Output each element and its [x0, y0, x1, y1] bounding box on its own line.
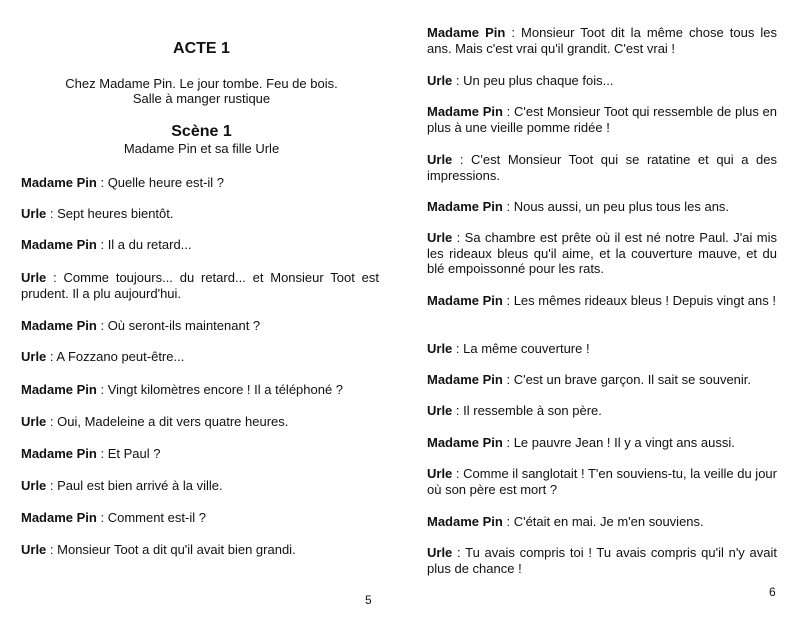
speaker-name: Madame Pin: [427, 435, 503, 450]
dialogue-line: [21, 237, 379, 253]
dialogue-line: [21, 510, 379, 526]
dialogue-text: : Et Paul ?: [96, 446, 161, 461]
dialogue-text: : Nous aussi, un peu plus tous les ans.: [502, 199, 730, 214]
right-page: [403, 0, 806, 623]
dialogue-line: [427, 466, 777, 497]
speaker-name: Madame Pin: [21, 510, 97, 525]
dialogue-line: [21, 382, 379, 398]
dialogue-line: [427, 435, 777, 451]
speaker-name: Urle: [427, 545, 453, 560]
scene-title: Scène 1: [171, 123, 232, 140]
speaker-name: Urle: [427, 73, 453, 88]
speaker-name: Madame Pin: [21, 175, 97, 190]
dialogue-text: : Quelle heure est-il ?: [96, 175, 225, 190]
dialogue-line: [21, 414, 379, 430]
scene-characters: Madame Pin et sa fille Urle: [123, 141, 280, 156]
dialogue-text: : Paul est bien arrivé à la ville.: [46, 478, 223, 493]
speaker-name: Madame Pin: [21, 237, 97, 252]
speaker-name: Urle: [21, 206, 47, 221]
dialogue-text: : Les mêmes rideaux bleus ! Depuis vingt ans !: [502, 293, 776, 308]
dialogue-text: : C'est Monsieur Toot qui se ratatine et qui a des impressions.: [427, 152, 777, 183]
dialogue-line: [427, 230, 777, 277]
speaker-name: Urle: [427, 230, 453, 245]
dialogue-text: : C'est un brave garçon. Il sait se souvenir.: [502, 372, 752, 387]
speaker-name: Madame Pin: [21, 382, 97, 397]
dialogue-text: : Monsieur Toot a dit qu'il avait bien grandi.: [46, 542, 296, 557]
dialogue-line: [21, 270, 379, 301]
dialogue-line: [427, 104, 777, 135]
setting-line: Salle à manger rustique: [132, 91, 271, 106]
dialogue-line: [427, 372, 777, 388]
dialogue-line: [427, 293, 777, 309]
speaker-name: Madame Pin: [21, 446, 97, 461]
dialogue-line: [427, 545, 777, 576]
dialogue-line: [427, 514, 777, 530]
dialogue-text: : C'était en mai. Je m'en souviens.: [502, 514, 704, 529]
dialogue-text: : Comme toujours... du retard... et Monsieur Toot est prudent. Il a plu aujourd'hui.: [21, 270, 379, 301]
dialogue-line: [427, 199, 777, 215]
speaker-name: Urle: [21, 414, 47, 429]
page-number: 6: [769, 585, 776, 599]
dialogue-line: [21, 478, 379, 494]
speaker-name: Urle: [21, 270, 47, 285]
dialogue-text: : Sept heures bientôt.: [46, 206, 174, 221]
dialogue-text: : Vingt kilomètres encore ! Il a téléphoné ?: [96, 382, 344, 397]
dialogue-line: [427, 341, 777, 357]
dialogue-line: [427, 73, 777, 89]
dialogue-line: [21, 206, 379, 222]
dialogue-text: : La même couverture !: [452, 341, 590, 356]
setting-line: Chez Madame Pin. Le jour tombe. Feu de bois.: [65, 76, 338, 91]
speaker-name: Madame Pin: [21, 318, 97, 333]
dialogue-line: [427, 25, 777, 56]
speaker-name: Urle: [21, 349, 47, 364]
dialogue-text: : Oui, Madeleine a dit vers quatre heures.: [46, 414, 289, 429]
dialogue-text: : A Fozzano peut-être...: [46, 349, 185, 364]
dialogue-line: [21, 542, 379, 558]
dialogue-text: : Il ressemble à son père.: [452, 403, 602, 418]
dialogue-text: : Où seront-ils maintenant ?: [96, 318, 261, 333]
speaker-name: Madame Pin: [427, 514, 503, 529]
speaker-name: Madame Pin: [427, 104, 503, 119]
dialogue-line: [21, 446, 379, 462]
speaker-name: Urle: [427, 403, 453, 418]
dialogue-text: : Il a du retard...: [96, 237, 192, 252]
dialogue-line: [21, 175, 379, 191]
speaker-name: Urle: [427, 466, 453, 481]
act-title: ACTE 1: [173, 40, 230, 57]
page-number: 5: [365, 593, 372, 607]
dialogue-text: : Monsieur Toot dit la même chose tous les ans. Mais c'est vrai qu'il grandit. C'est vrai !: [427, 25, 777, 56]
dialogue-text: : Un peu plus chaque fois...: [452, 73, 614, 88]
speaker-name: Urle: [21, 478, 47, 493]
dialogue-text: : Sa chambre est prête où il est né notre Paul. J'ai mis les rideaux bleus qu'il aime, et la couverture mauve, et du blé empoissonné pour les rats.: [427, 230, 777, 276]
dialogue-line: [21, 349, 379, 365]
speaker-name: Urle: [21, 542, 47, 557]
dialogue-text: : C'est Monsieur Toot qui ressemble de plus en plus à une vieille pomme ridée !: [427, 104, 777, 135]
speaker-name: Urle: [427, 152, 453, 167]
speaker-name: Madame Pin: [427, 372, 503, 387]
speaker-name: Madame Pin: [427, 293, 503, 308]
speaker-name: Urle: [427, 341, 453, 356]
dialogue-text: : Comment est-il ?: [96, 510, 206, 525]
dialogue-line: [427, 403, 777, 419]
dialogue-text: : Comme il sanglotait ! T'en souviens-tu, la veille du jour où son père est mort ?: [427, 466, 777, 497]
dialogue-text: : Tu avais compris toi ! Tu avais compris qu'il n'y avait plus de chance !: [427, 545, 777, 576]
setting-description: [0, 76, 403, 106]
speaker-name: Madame Pin: [427, 25, 506, 40]
dialogue-line: [21, 318, 379, 334]
speaker-name: Madame Pin: [427, 199, 503, 214]
dialogue-line: [427, 152, 777, 183]
dialogue-text: : Le pauvre Jean ! Il y a vingt ans aussi.: [502, 435, 735, 450]
